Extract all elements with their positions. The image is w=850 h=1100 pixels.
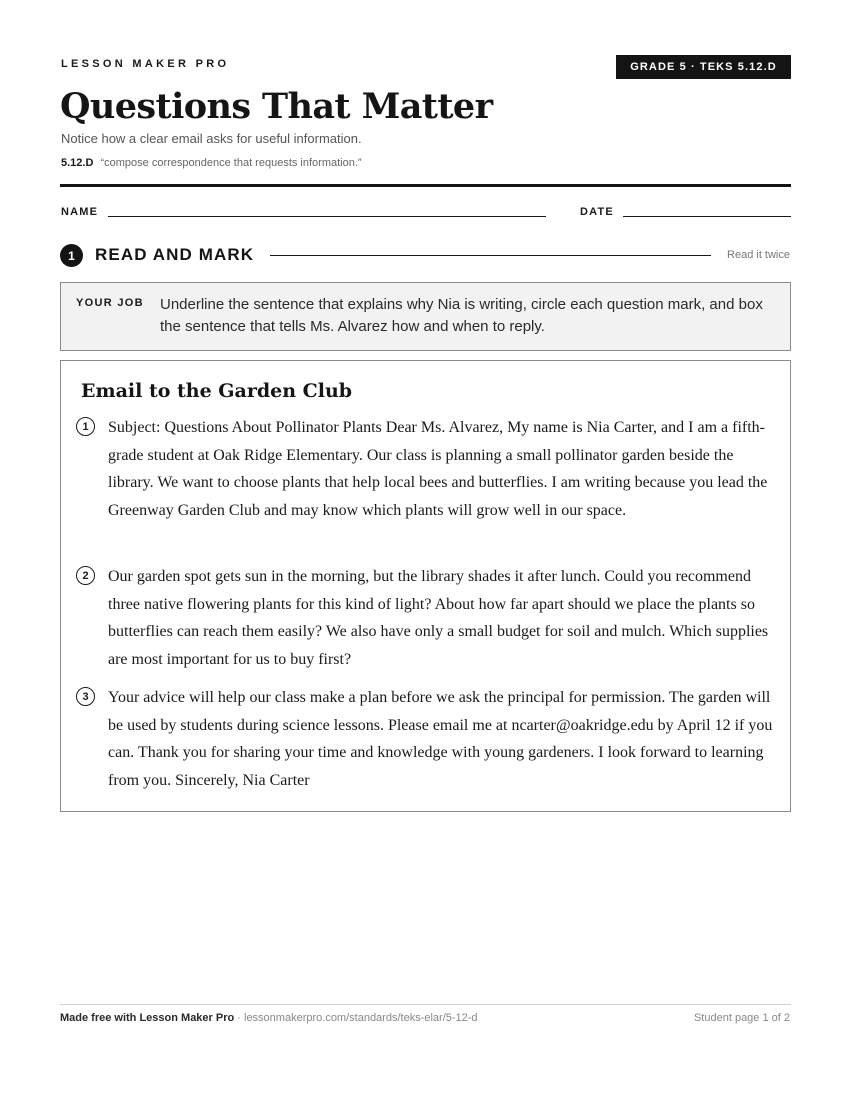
footer-separator: · bbox=[234, 1012, 244, 1024]
section-number-badge: 1 bbox=[60, 244, 83, 267]
paragraph-number-1: 1 bbox=[76, 417, 95, 436]
standard-text: “compose correspondence that requests information.” bbox=[100, 157, 362, 169]
date-label: DATE bbox=[580, 206, 614, 218]
paragraph-number-3: 3 bbox=[76, 687, 95, 706]
footer-credit bbox=[60, 1012, 478, 1024]
standard-code: 5.12.D bbox=[61, 157, 94, 169]
page-subtitle: Notice how a clear email asks for useful information. bbox=[61, 131, 362, 146]
date-field[interactable] bbox=[623, 216, 791, 217]
grade-badge: GRADE 5 · TEKS 5.12.D bbox=[616, 55, 791, 79]
email-paragraph-3: Your advice will help our class make a plan before we ask the principal for permission. The garden will be used by students during science lessons. Please email me at ncarter@oakridge.edu by April 12 if you can. Thank you for sharing your time and knowledge with young gardeners. I look forward to learning from you. Sincerely, Nia Carter bbox=[108, 689, 773, 789]
brand-name: LESSON MAKER PRO bbox=[61, 58, 230, 70]
section-divider bbox=[270, 255, 711, 256]
standard-line bbox=[61, 157, 362, 169]
section-title: READ AND MARK bbox=[95, 245, 255, 264]
header-divider bbox=[60, 184, 791, 187]
section-note: Read it twice bbox=[727, 249, 790, 261]
job-text: Underline the sentence that explains why Nia is writing, circle each question mark, and box the sentence that tells Ms. Alvarez how and when to reply. bbox=[160, 296, 763, 335]
footer-page-number: Student page 1 of 2 bbox=[693, 1012, 790, 1024]
footer-divider bbox=[60, 1004, 791, 1005]
footer-made-with: Made free with Lesson Maker Pro bbox=[60, 1012, 235, 1024]
footer-url: lessonmakerpro.com/standards/teks-elar/5-12-d bbox=[244, 1012, 478, 1024]
paragraph-number-2: 2 bbox=[76, 566, 95, 585]
job-instructions-box bbox=[60, 282, 791, 351]
job-label: YOUR JOB bbox=[76, 297, 144, 309]
email-title: Email to the Garden Club bbox=[81, 380, 353, 402]
page-title: Questions That Matter bbox=[60, 86, 493, 127]
email-paragraph-2: Our garden spot gets sun in the morning, but the library shades it after lunch. Could you recommend three native flowering plants for this kind of light? About how far apart should we place the plants so butterflies can reach them easily? We also have only a small budget for soil and mulch. Which supplies are most important for us to buy first? bbox=[108, 568, 769, 668]
name-field[interactable] bbox=[108, 216, 546, 217]
name-label: NAME bbox=[61, 206, 99, 218]
email-passage-box bbox=[60, 360, 791, 812]
email-paragraph-1: Subject: Questions About Pollinator Plants Dear Ms. Alvarez, My name is Nia Carter, and I am a fifth-grade student at Oak Ridge Elementary. Our class is planning a small pollinator garden beside the library. We want to choose plants that help local bees and butterflies. I am writing because you lead the Greenway Garden Club and may know which plants will grow well in our space. bbox=[108, 419, 768, 519]
